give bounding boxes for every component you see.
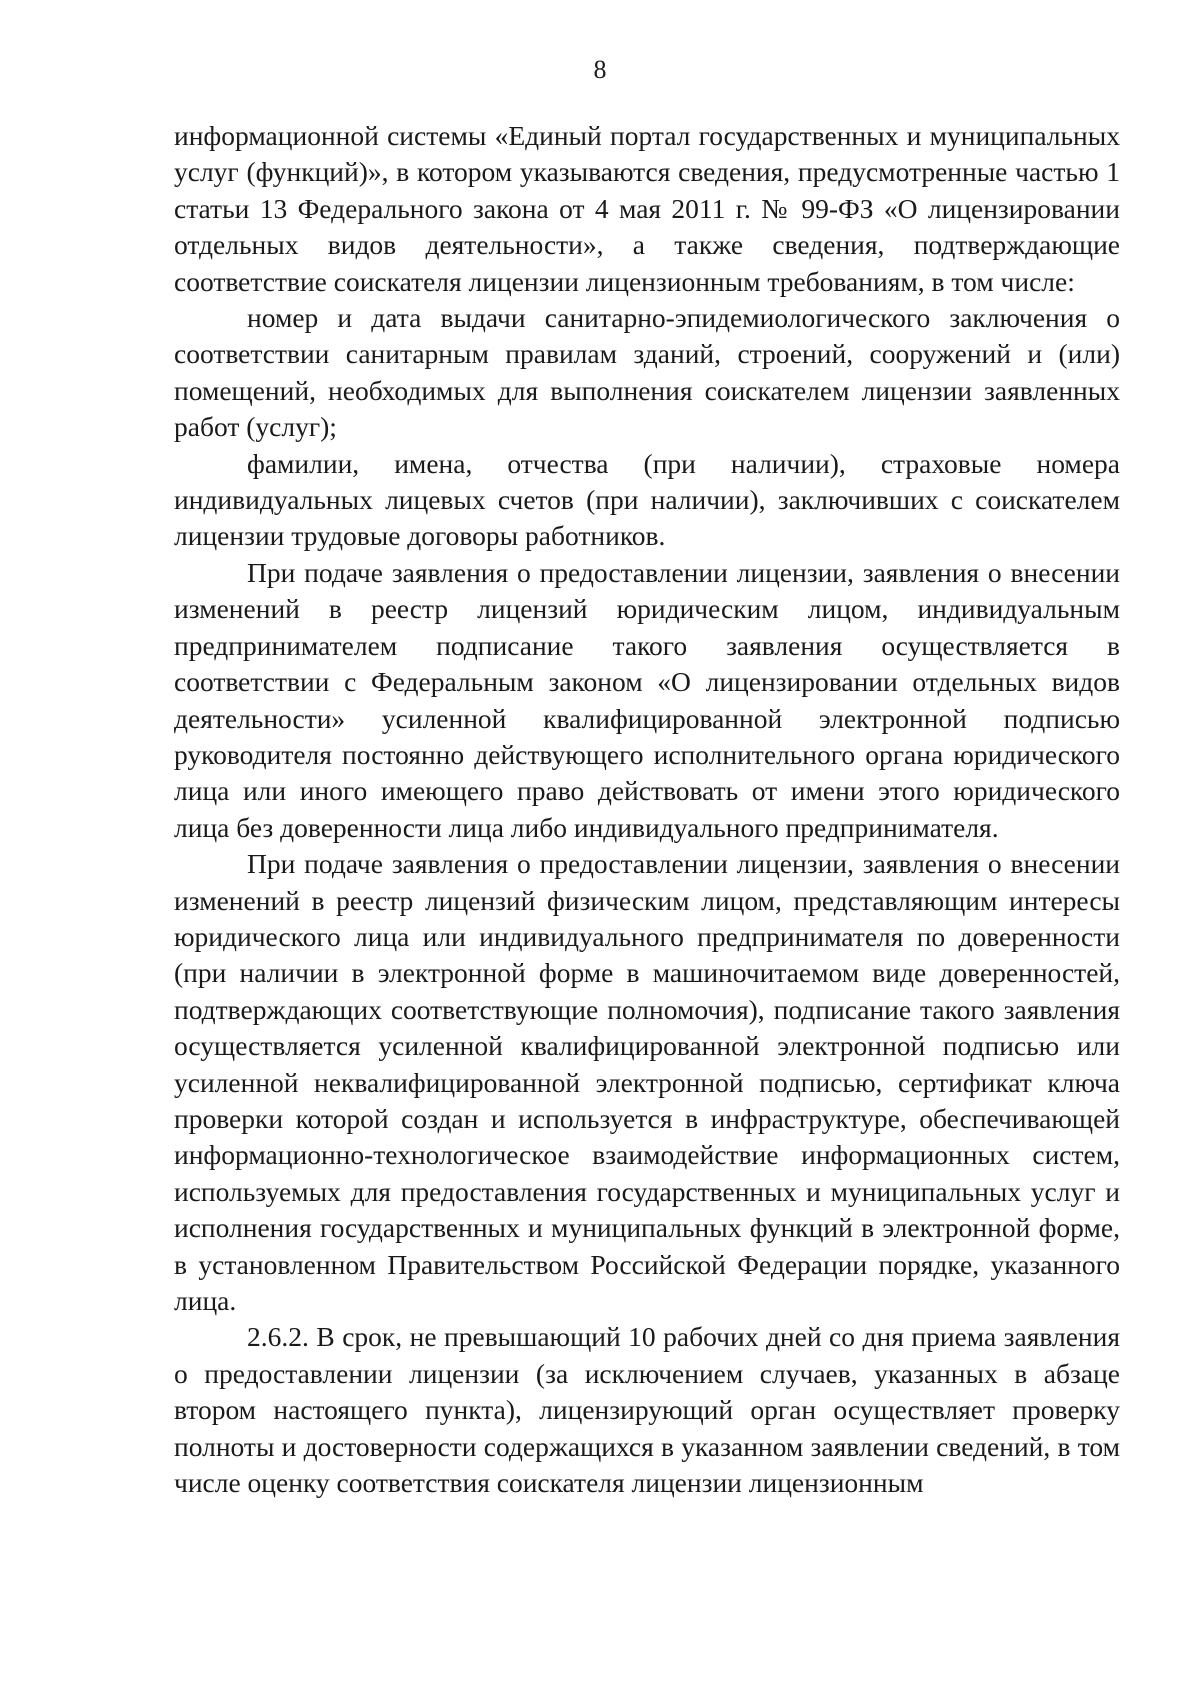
paragraph-4: При подаче заявления о предоставлении лицензии, заявления о внесении изменений в реестр лицензий юридическим лицом, индивидуальным предпринимателем подписание такого заявления осуществляется в соответствии с Федеральным законом «О лицензировании отдельных видов деятельности» усиленной квалифицированной электронной подписью руководителя постоянно действующего исполнительного органа юридического лица или иного имеющего право действовать от имени этого юридического лица без доверенности лица либо индивидуального предпринимателя. (174, 556, 1120, 843)
paragraph-6: 2.6.2. В срок, не превышающий 10 рабочих дней со дня приема заявления о предоставлении лицензии (за исключением случаев, указанных в абзаце втором настоящего пункта), лицензирующий орган осуществляет проверку полноты и достоверности содержащихся в указанном заявлении сведений, в том числе оценку соответствия соискателя лицензии лицензионным (174, 1321, 1120, 1499)
paragraph-1: информационной системы «Единый портал государственных и муниципальных услуг (функций)», в котором указываются сведения, предусмотренные частью 1 статьи 13 Федерального закона от 4 мая 2011 г. № 99-ФЗ «О лицензировании отдельных видов деятельности», а также сведения, подтверждающие соответствие соискателя лицензии лицензионным требованиям, в том числе: (174, 120, 1120, 297)
paragraph-3: фамилии, имена, отчества (при наличии), страховые номера индивидуальных лицевых счетов (при наличии), заключивших с соискателем лицензии трудовые договоры работников. (174, 447, 1120, 552)
paragraph-5: При подаче заявления о предоставлении лицензии, заявления о внесении изменений в реестр лицензий физическим лицом, представляющим интересы юридического лица или индивидуального предпринимателя по доверенности (при наличии в электронной форме в машиночитаемом виде доверенностей, подтверждающих соответствующие полномочия), подписание такого заявления осуществляется усиленной квалифицированной электронной подписью или усиленной неквалифицированной электронной подписью, сертификат ключа проверки которой создан и используется в инфраструктуре, обеспечивающей информационно-технологическое взаимодействие информационных систем, используемых для предоставления государственных и муниципальных услуг и исполнения государственных и муниципальных функций в электронной форме, в установленном Правительством Российской Федерации порядке, указанного лица. (174, 848, 1120, 1316)
paragraph-2: номер и дата выдачи санитарно-эпидемиологического заключения о соответствии санитарным правилам зданий, строений, сооружений и (или) помещений, необходимых для выполнения соискателем лицензии заявленных работ (услуг); (174, 302, 1120, 443)
page-number: 8 (593, 55, 607, 84)
document-body (174, 118, 1120, 1501)
